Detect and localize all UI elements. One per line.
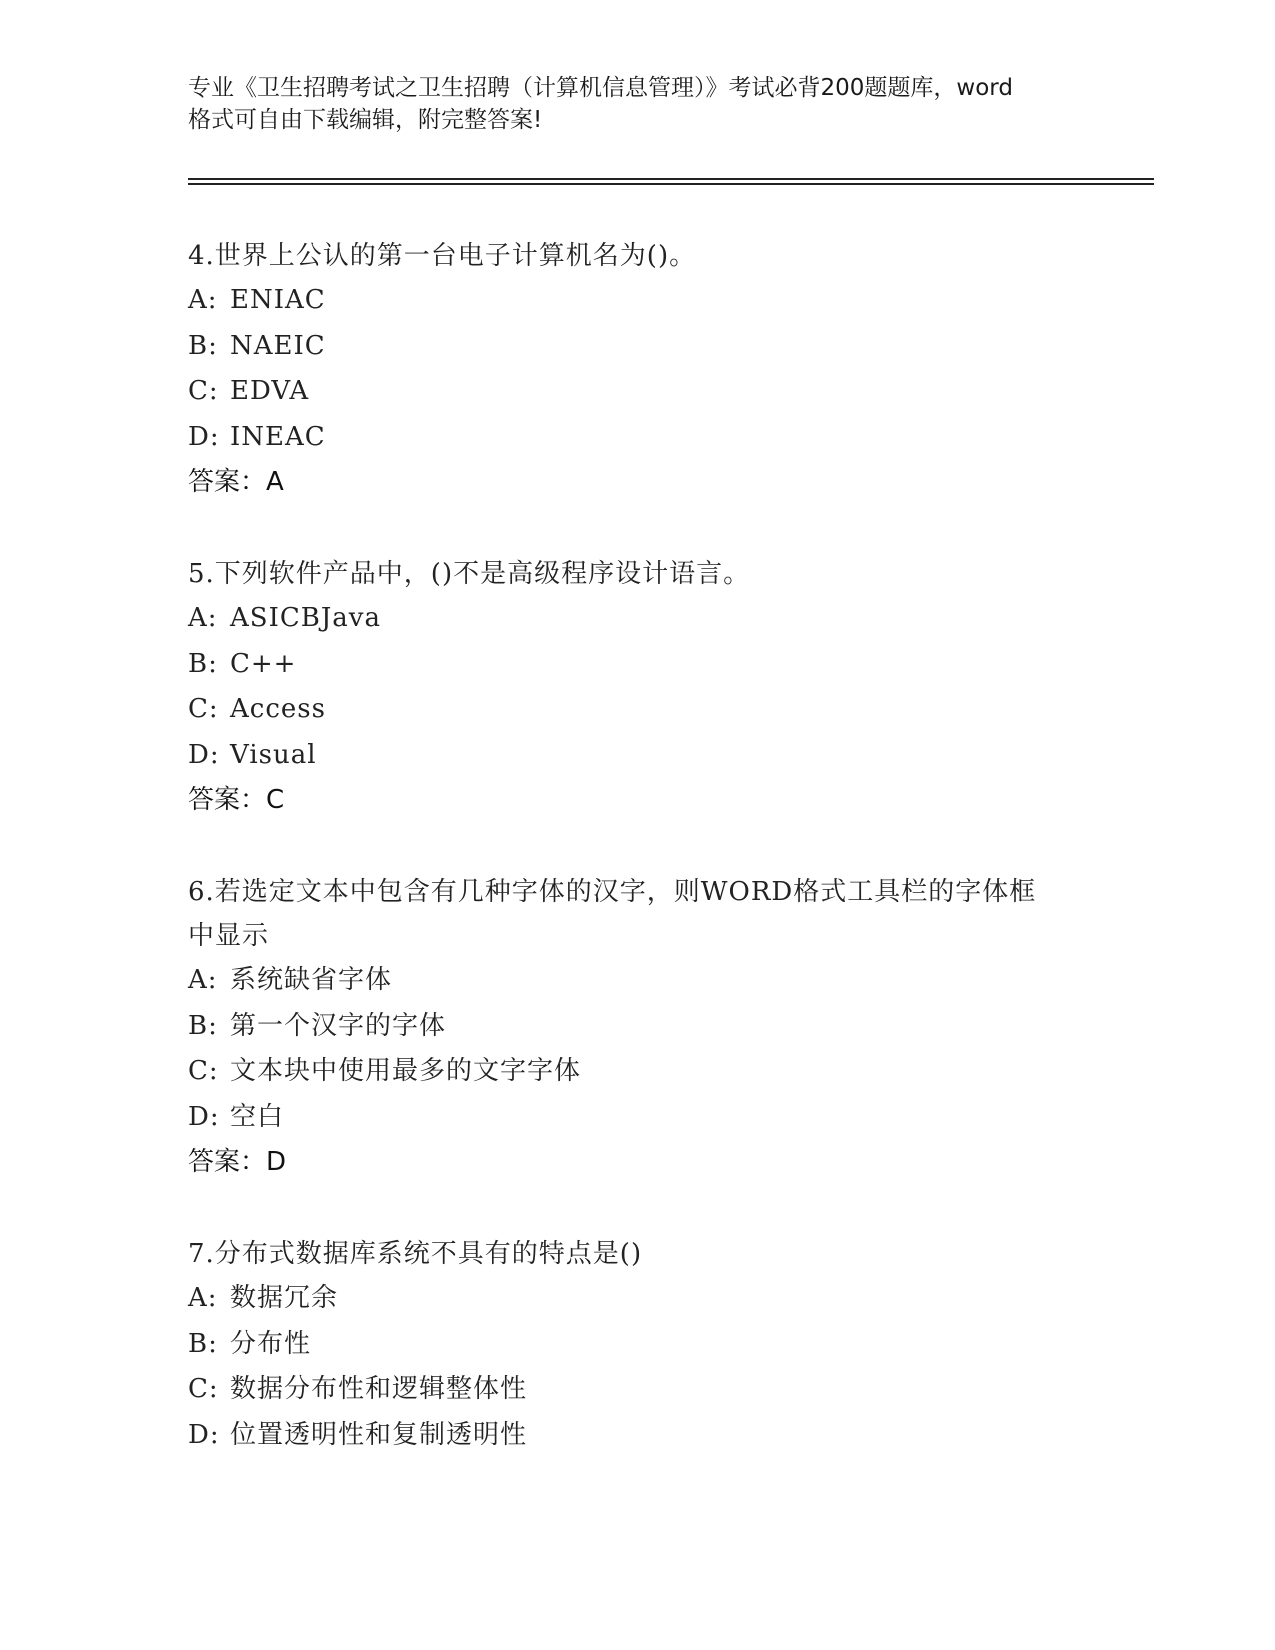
option-d bbox=[188, 1095, 1088, 1141]
option-letter: B: bbox=[188, 1328, 218, 1359]
option-d bbox=[188, 1413, 1088, 1459]
option-text: Visual bbox=[230, 739, 317, 770]
header-divider-top bbox=[188, 178, 1154, 180]
option-c bbox=[188, 1049, 1088, 1095]
option-letter: A: bbox=[188, 603, 218, 633]
question-stem: 6.若选定文本中包含有几种字体的汉字，则WORD格式工具栏的字体框中显示 bbox=[188, 877, 1037, 951]
option-text: 第一个汉字的字体 bbox=[230, 1010, 447, 1041]
option-text: 文本块中使用最多的文字字体 bbox=[230, 1056, 582, 1086]
answer-line: 答案：D bbox=[188, 1147, 287, 1177]
option-text: 空白 bbox=[230, 1101, 285, 1132]
option-letter: D: bbox=[188, 421, 220, 452]
question-5 bbox=[188, 552, 1088, 822]
option-letter: B: bbox=[188, 648, 218, 679]
option-text: C++ bbox=[230, 648, 297, 679]
option-d bbox=[188, 415, 1088, 461]
option-b bbox=[188, 1004, 1088, 1050]
option-letter: C: bbox=[188, 694, 219, 724]
option-c bbox=[188, 1367, 1088, 1413]
option-d bbox=[188, 733, 1088, 779]
option-letter: D: bbox=[188, 1419, 220, 1450]
option-text: Access bbox=[230, 694, 326, 724]
option-a bbox=[188, 958, 1088, 1004]
option-text: ASICBJava bbox=[230, 603, 381, 633]
option-a bbox=[188, 1276, 1088, 1322]
question-6 bbox=[188, 870, 1088, 1184]
header-line-1: 专业《卫生招聘考试之卫生招聘（计算机信息管理）》考试必背200题题库，word bbox=[188, 75, 1013, 101]
answer-line: 答案：A bbox=[188, 467, 284, 497]
option-b bbox=[188, 324, 1088, 370]
option-letter: D: bbox=[188, 739, 220, 770]
option-letter: A: bbox=[188, 285, 218, 315]
option-text: 数据冗余 bbox=[230, 1283, 339, 1313]
option-letter: B: bbox=[188, 330, 218, 361]
document-header bbox=[188, 72, 1088, 136]
option-text: 位置透明性和复制透明性 bbox=[230, 1419, 528, 1450]
option-c bbox=[188, 369, 1088, 415]
option-c bbox=[188, 687, 1088, 733]
header-line-2: 格式可自由下载编辑，附完整答案! bbox=[188, 107, 543, 133]
option-text: EDVA bbox=[230, 376, 310, 406]
option-a bbox=[188, 596, 1088, 642]
option-b bbox=[188, 1322, 1088, 1368]
option-letter: A: bbox=[188, 1283, 218, 1313]
option-letter: C: bbox=[188, 1056, 219, 1086]
option-letter: A: bbox=[188, 965, 218, 995]
option-letter: D: bbox=[188, 1101, 220, 1132]
option-letter: C: bbox=[188, 376, 219, 406]
option-text: 分布性 bbox=[230, 1328, 312, 1359]
question-stem: 7.分布式数据库系统不具有的特点是() bbox=[188, 1239, 643, 1269]
question-stem: 4.世界上公认的第一台电子计算机名为()。 bbox=[188, 241, 697, 271]
option-text: ENIAC bbox=[230, 285, 326, 315]
question-7 bbox=[188, 1232, 1088, 1458]
question-4 bbox=[188, 234, 1088, 504]
option-a bbox=[188, 278, 1088, 324]
option-text: 系统缺省字体 bbox=[230, 965, 393, 995]
option-letter: C: bbox=[188, 1374, 219, 1404]
option-text: 数据分布性和逻辑整体性 bbox=[230, 1374, 528, 1404]
option-text: INEAC bbox=[230, 421, 326, 452]
option-text: NAEIC bbox=[230, 330, 326, 361]
question-stem: 5.下列软件产品中，()不是高级程序设计语言。 bbox=[188, 559, 751, 589]
answer-line: 答案：C bbox=[188, 785, 285, 815]
option-b bbox=[188, 642, 1088, 688]
header-divider-bottom bbox=[188, 183, 1154, 185]
option-letter: B: bbox=[188, 1010, 218, 1041]
